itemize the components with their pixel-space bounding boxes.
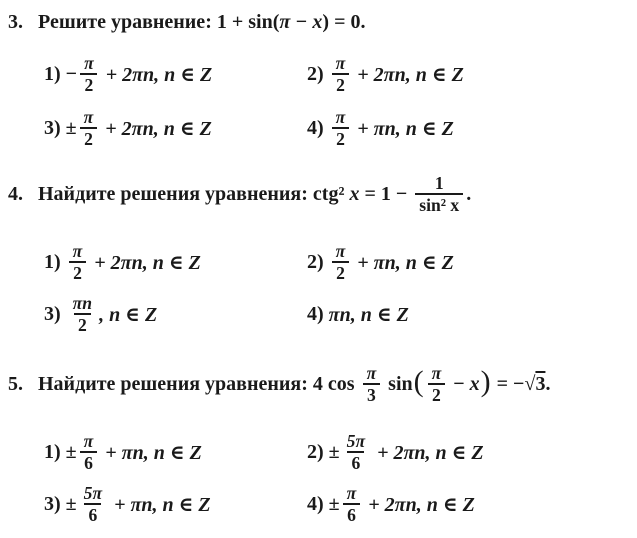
option-expression [329, 108, 454, 149]
fraction: $\frac{\pi}{2}$ [332, 242, 350, 283]
math-token: Найдите решения уравнения: ctg² [38, 182, 350, 205]
math-token: + 2πn, n ∈ Z [89, 251, 201, 274]
math-token: = −√ [491, 372, 536, 395]
problem-5-statement [8, 360, 627, 408]
math-token: = 1 − [359, 182, 413, 205]
problem-4-options [44, 242, 627, 334]
math-token: + 2πn, n ∈ Z [100, 63, 213, 86]
fraction: $\frac{5\pi}{6}$ [346, 430, 366, 473]
option-label: 3) [44, 492, 61, 515]
option-expression [329, 484, 475, 525]
option-expression [66, 108, 212, 149]
math-token: + πn, n ∈ Z [352, 117, 454, 140]
option-expression [66, 242, 201, 283]
math-token: ± [328, 440, 340, 463]
option-expression [329, 242, 454, 283]
option-expression [66, 294, 158, 335]
problem-5-option-4 [307, 484, 627, 524]
fraction: $\frac{\pi}{2}$ [332, 108, 350, 149]
problem-4-number: 4. [8, 182, 23, 205]
fraction: $\frac{5\pi}{6}$ [83, 482, 103, 525]
math-token: . [466, 182, 472, 205]
option-label: 4) [307, 302, 324, 325]
math-token: ± [328, 492, 340, 515]
math-token: + πn, n ∈ Z [352, 251, 454, 274]
problem-3 [8, 8, 627, 148]
problem-3-option-2 [307, 54, 627, 94]
math-token: − [65, 62, 78, 85]
math-token: ) [480, 365, 491, 398]
math-token: ( [413, 365, 424, 398]
option-expression [66, 484, 211, 525]
math-token: x [349, 182, 360, 205]
math-token: + 2πn, n ∈ Z [363, 493, 475, 516]
math-token: Решите уравнение: 1 + sin( [38, 10, 280, 33]
problem-4-option-4 [307, 294, 627, 334]
math-token: + πn, n ∈ Z [109, 493, 211, 516]
math-token: + 2πn, n ∈ Z [372, 441, 484, 464]
problem-5 [8, 360, 627, 524]
option-label: 2) [307, 250, 324, 273]
math-token: − [448, 372, 470, 395]
math-token: πn, n ∈ Z [328, 303, 409, 326]
problem-5-options [44, 432, 627, 524]
option-label: 4) [307, 116, 324, 139]
math-token: ± [65, 116, 77, 139]
problem-3-option-4 [307, 108, 627, 148]
fraction: $\frac{\pi}{3}$ [363, 364, 381, 405]
math-token: ± [65, 492, 77, 515]
math-token: + 2πn, n ∈ Z [100, 117, 212, 140]
option-label: 2) [307, 440, 324, 463]
math-token: sin [383, 372, 413, 395]
option-label: 3) [44, 116, 61, 139]
fraction: $\frac{\pi}{2}$ [80, 54, 98, 95]
option-label: 3) [44, 302, 61, 325]
problem-5-equation [38, 364, 550, 405]
math-token: π − x [279, 10, 323, 33]
option-expression [329, 302, 409, 327]
option-expression [66, 54, 213, 95]
math-token: Найдите решения уравнения: 4 cos [38, 372, 360, 395]
option-label: 1) [44, 62, 61, 85]
problem-3-number: 3. [8, 10, 23, 33]
math-token: + πn, n ∈ Z [100, 441, 202, 464]
problem-4-option-2 [307, 242, 627, 282]
problem-3-option-3 [44, 108, 307, 148]
fraction: $\frac{\pi}{2}$ [80, 108, 98, 149]
math-token: + 2πn, n ∈ Z [352, 63, 464, 86]
problem-3-equation [38, 11, 365, 34]
problem-4 [8, 170, 627, 334]
fraction: $\frac{1}{\text{sin² x}}$ [415, 174, 463, 215]
problem-5-option-3 [44, 484, 307, 524]
option-label: 1) [44, 250, 61, 273]
math-token: ± [65, 440, 77, 463]
option-expression [329, 432, 484, 473]
problem-4-option-3 [44, 294, 307, 334]
problem-3-option-1 [44, 54, 307, 94]
option-label: 1) [44, 440, 61, 463]
option-expression [329, 54, 464, 95]
math-token: ) = 0. [322, 10, 366, 33]
math-token: x [469, 372, 480, 395]
fraction: $\frac{\pi}{6}$ [80, 432, 98, 473]
math-token: . [545, 372, 551, 395]
fraction: $\frac{\pi}{2}$ [428, 364, 446, 405]
problem-3-statement [8, 8, 627, 36]
problem-4-option-1 [44, 242, 307, 282]
problem-4-equation [38, 174, 471, 215]
option-label: 2) [307, 62, 324, 85]
option-label: 4) [307, 492, 324, 515]
fraction: $\frac{\pi}{2}$ [332, 54, 350, 95]
fraction: $\frac{\pi n}{2}$ [72, 292, 93, 335]
problem-5-number: 5. [8, 372, 23, 395]
math-token: , n ∈ Z [99, 303, 158, 326]
problem-4-statement [8, 170, 627, 218]
fraction: $\frac{\pi}{6}$ [343, 484, 361, 525]
math-token: 3 [535, 372, 546, 395]
problem-5-option-1 [44, 432, 307, 472]
fraction: $\frac{\pi}{2}$ [69, 242, 87, 283]
problem-3-options [44, 54, 627, 148]
option-expression [66, 432, 202, 473]
problem-5-option-2 [307, 432, 627, 472]
